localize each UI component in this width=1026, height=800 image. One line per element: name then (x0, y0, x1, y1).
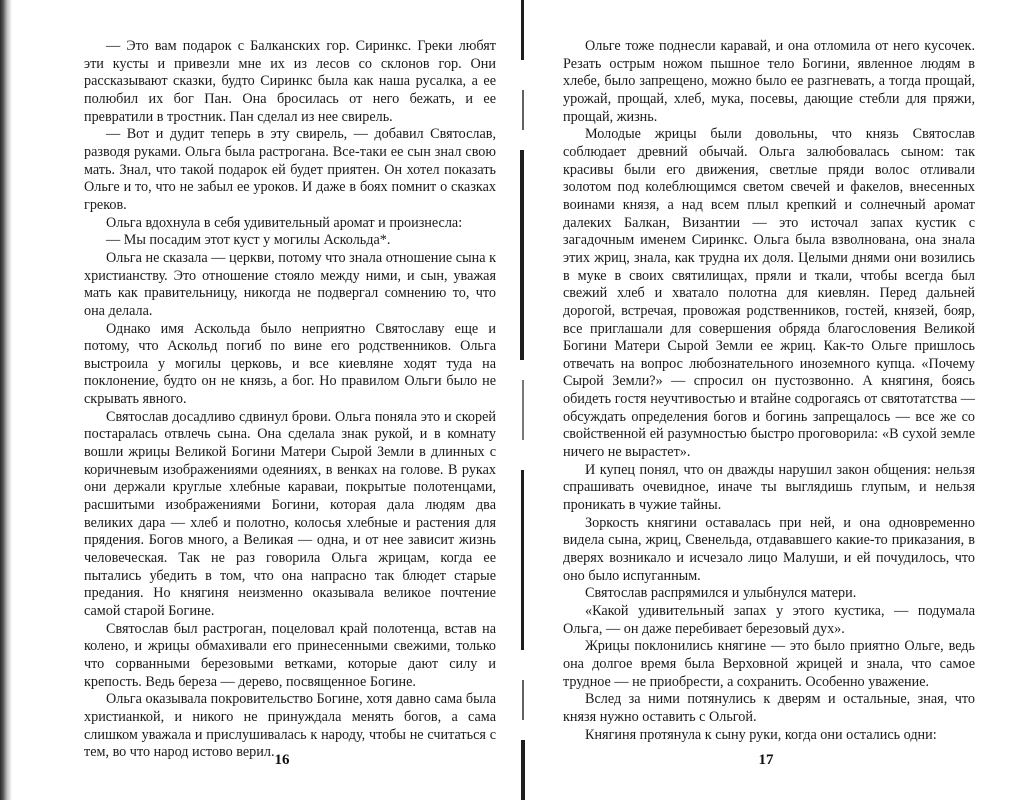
left-paragraph-2: — Вот и дудит теперь в эту свирель, — добавил Святослав, разводя руками. Ольга была растрогана. Все-таки ее сын знал свою мать. Знал, что такой подарок ей будет приятен. Он хотел показать Ольге и то, что не забыл ее уроков. И даже в боях помнит о сказках греков. (84, 126, 496, 213)
left-paragraph-1: — Это вам подарок с Балканских гор. Сиринкс. Греки любят эти кусты и привезли мне их из лесов со склонов гор. Они рассказывают сказки, будто Сиринкс была как наша русалка, а ее полюбил их бог Пан. Она бросилась от него бежать, и ее превратили в тростник. Пан сделал из нее свирель. (84, 38, 496, 125)
left-paragraph-6: Однако имя Аскольда было неприятно Святославу еще и потому, что Аскольд погиб по вине его родственников. Ольга выстроила у могилы церковь, и все киевляне ходят туда на поклонение, будто он не князь, а бог. Но правилом Ольги было не скрывать явного. (84, 320, 496, 408)
book-spine-gutter (516, 0, 530, 800)
right-page-number: 17 (758, 752, 774, 768)
left-page-text (84, 38, 496, 762)
right-page (563, 38, 975, 744)
left-paragraph-3: Ольга вдохнула в себя удивительный аромат и произнесла: (106, 214, 463, 231)
right-paragraph-1: Ольге тоже поднесли каравай, и она отломила от него кусочек. Резать острым ножом пышное тело Богини, явленное людям в хлебе, было запрещено, можно было ее разгневать, а тогда прощай, урожай, прощай, хлеб, мука, посевы, дающие стебли для пряжи, прощай, жизнь. (563, 38, 975, 125)
right-paragraph-5: Святослав распрямился и улыбнулся матери. (585, 585, 857, 602)
left-paragraph-4: — Мы посадим этот куст у могилы Аскольда*. (106, 232, 391, 249)
right-paragraph-6: «Какой удивительный запах у этого кустика, — подумала Ольга, — он даже перебивает березовый дух». (563, 603, 975, 637)
right-page-text (563, 38, 975, 744)
left-paragraph-8: Святослав был растроган, поцеловал край полотенца, встав на колено, и жрицы обмахивали его принесенными свежими, только что сорванными березовыми ветками, которые дают силу и крепость. Ведь береза — дерево, посвященное Богине. (84, 620, 496, 690)
right-paragraph-4: Зоркость княгини оставалась при ней, и она одновременно видела сына, жриц, Свенельда, отдававшего какие-то приказания, в дверях возникало и исчезало лицо Малуши, и ей почудилось, что оно было испуганным. (563, 514, 975, 584)
left-page-edge-shadow (0, 0, 12, 800)
right-paragraph-9: Княгиня протянула к сыну руки, когда они остались одни: (585, 726, 937, 743)
left-paragraph-5: Ольга не сказала — церкви, потому что знала отношение сына к христианству. Это отношение стояло между ними, и сын, уважая мать как правительницу, никогда не подвергал сомнению то, что она делала. (84, 249, 496, 319)
left-paragraph-9: Ольга оказывала покровительство Богине, хотя давно сама была христианкой, и никого не принуждала менять богов, а сама слишком уважала и прислушивалась к народу, чтобы не считаться с тем, во что народ истово верил. (84, 691, 496, 761)
left-paragraph-7: Святослав досадливо сдвинул брови. Ольга поняла это и скорей постаралась отвлечь сына. Она сделала знак рукой, и в комнату вошли жрицы Великой Богини Матери Сырой Земли в длинных с коричневым изображениями одеяниях, в венках на голове. В руках они держали круглые хлебные караваи, покрытые полотенцами, расшитыми изображениями Богини, которая дала людям два великих дара — хлеб и полотно, колосья хлебные и растения для прядения. Богов много, а Великая — одна, и от нее зависит жизнь человеческая. Так не раз говорила Ольга жрицам, когда ее пытались убедить в том, что она напрасно так блюдет старые предания. Но княгиня неизменно оказывала великое почтение самой старой Богине. (84, 408, 496, 619)
right-paragraph-2: Молодые жрицы были довольны, что князь Святослав соблюдает древний обычай. Ольга залюбовалась сыном: так красивы были его движения, светлые пряди волос отливали золотом под колеблющимся светом свечей и факелов, внесенных воинами князя, а над всем плыл крепкий и солнечный аромат далеких Балкан, Византии — это источал запах кустик с загадочным именем Сиринкс. Ольга была взволнована, она знала этих жриц, знала, как трудна их доля. Целыми днями они возились в муке в своих святилищах, пряли и ткали, чтобы всегда был свежий хлеб и хватало полотна для киевлян. Перед дальней дорогой, встречая, провожая родственников, гостей, князей, бояр, все приглашали для совершения обряда благословения Великой Богини Матери Сырой Земли ее жриц. Как-то Ольге пришлось отвечать на вопрос любознательного иноземного купца. «Почему Сырой Земли?» — спросил он пустозвонно. А княгиня, боясь обидеть гостя неучтивостью и втайне содрогаясь от святотатства — обсуждать определения богов и богинь запрещалось — все же со свойственной ей разумностью быстро проговорила: «В сухой земле ничего не вырастет». (563, 126, 975, 461)
left-page (84, 38, 496, 762)
left-page-number: 16 (274, 752, 290, 768)
right-paragraph-7: Жрицы поклонились княгине — это было приятно Ольге, ведь она долгое время была Верховной жрицей и знала, что самое трудное — не приобрести, а сохранить. Особенно уважение. (563, 638, 975, 690)
right-paragraph-3: И купец понял, что он дважды нарушил закон общения: нельзя спрашивать очевидное, иначе ты выглядишь глупым, и нельзя проникать в чужие тайны. (563, 461, 975, 514)
right-paragraph-8: Вслед за ними потянулись к дверям и остальные, зная, что князя нужно оставить с Ольгой. (563, 691, 975, 725)
